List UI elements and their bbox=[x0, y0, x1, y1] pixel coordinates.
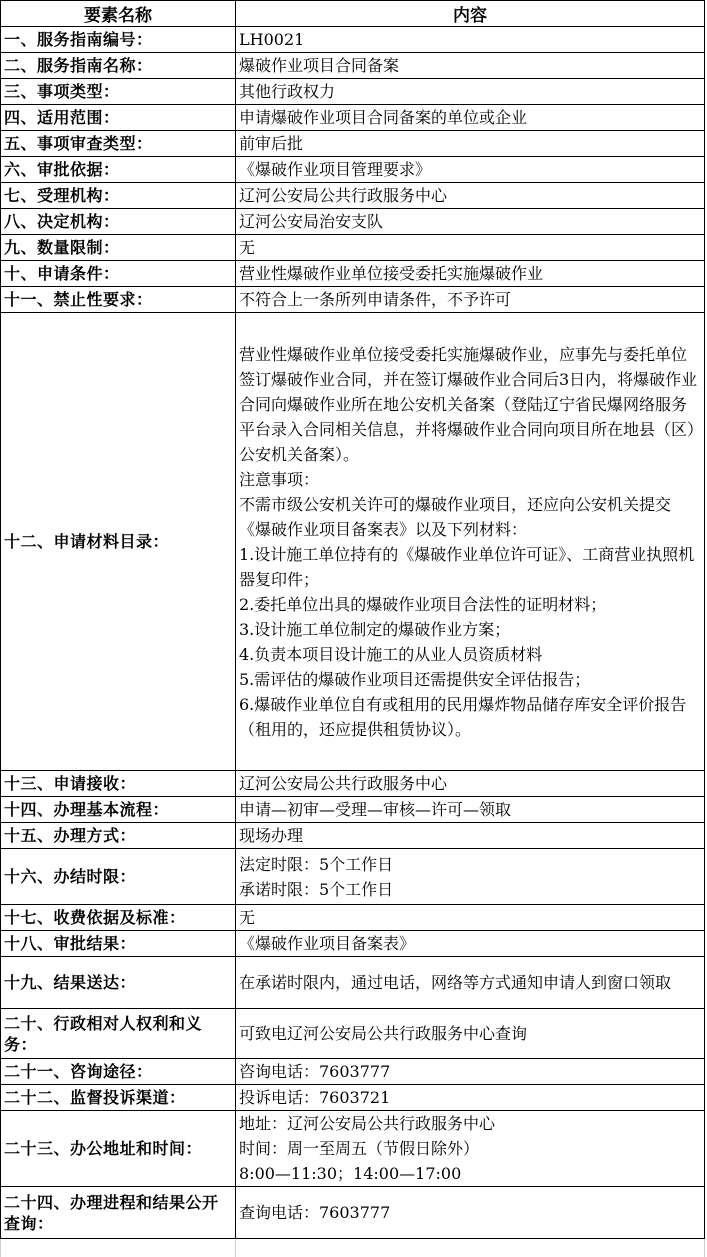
table-row bbox=[1, 235, 705, 261]
table-row bbox=[1, 53, 705, 79]
row-value-materials bbox=[236, 313, 705, 771]
table-row bbox=[1, 261, 705, 287]
row-key: 三、事项类型： bbox=[1, 79, 236, 105]
row-key: 四、适用范围： bbox=[1, 105, 236, 131]
row-key: 九、数量限制： bbox=[1, 235, 236, 261]
time-limit-statutory: 法定时限：5个工作日 bbox=[239, 854, 394, 874]
row-key: 十一、禁止性要求： bbox=[1, 287, 236, 313]
row-value: 其他行政权力 bbox=[236, 79, 705, 105]
row-value: 辽河公安局公共行政服务中心 bbox=[236, 183, 705, 209]
row-value: 营业性爆破作业单位接受委托实施爆破作业 bbox=[236, 261, 705, 287]
table-row bbox=[1, 797, 705, 823]
table-row bbox=[1, 105, 705, 131]
office-address: 地址：辽河公安局公共行政服务中心 bbox=[239, 1114, 496, 1133]
header-row bbox=[1, 1, 705, 27]
materials-item: 3.设计施工单位制定的爆破作业方案； bbox=[239, 619, 511, 639]
table-row bbox=[1, 771, 705, 797]
row-key: 十八、审批结果： bbox=[1, 931, 236, 957]
row-value: 投诉电话：7603721 bbox=[236, 1085, 705, 1111]
table-row bbox=[1, 1009, 705, 1059]
table-row bbox=[1, 1111, 705, 1187]
table-row bbox=[1, 209, 705, 235]
row-value: 爆破作业项目合同备案 bbox=[236, 53, 705, 79]
materials-note-label: 注意事项： bbox=[239, 469, 320, 489]
table-row bbox=[1, 27, 705, 53]
row-value: 查询电话：7603777 bbox=[236, 1187, 705, 1239]
table-row bbox=[1, 957, 705, 1009]
time-limit-promised: 承诺时限：5个工作日 bbox=[239, 879, 394, 899]
row-value: 辽河公安局治安支队 bbox=[236, 209, 705, 235]
row-key: 八、决定机构： bbox=[1, 209, 236, 235]
table-row bbox=[1, 905, 705, 931]
row-value: 申请—初审—受理—审核—许可—领取 bbox=[236, 797, 705, 823]
row-key: 十四、办理基本流程： bbox=[1, 797, 236, 823]
row-key: 六、审批依据： bbox=[1, 157, 236, 183]
row-value bbox=[236, 1111, 705, 1187]
table-row bbox=[1, 79, 705, 105]
materials-item: 6.爆破作业单位自有或租用的民用爆炸物品储存库安全评价报告（租用的，还应提供租赁协议）。 bbox=[239, 694, 687, 739]
empty-cell bbox=[236, 1239, 705, 1257]
table-row bbox=[1, 287, 705, 313]
row-value bbox=[236, 849, 705, 905]
table-row bbox=[1, 183, 705, 209]
row-value: 申请爆破作业项目合同备案的单位或企业 bbox=[236, 105, 705, 131]
materials-item: 2.委托单位出具的爆破作业项目合法性的证明材料； bbox=[239, 594, 607, 614]
office-days: 时间：周一至周五（节假日除外） bbox=[239, 1139, 480, 1158]
materials-item: 5.需评估的爆破作业项目还需提供安全评估报告； bbox=[239, 669, 591, 689]
header-content: 内容 bbox=[236, 1, 705, 27]
row-value: 不符合上一条所列申请条件，不予许可 bbox=[236, 287, 705, 313]
table-row bbox=[1, 157, 705, 183]
row-key: 二十三、办公地址和时间： bbox=[1, 1111, 236, 1187]
office-hours: 8:00—11:30；14:00—17:00 bbox=[239, 1164, 462, 1183]
row-key: 十九、结果送达： bbox=[1, 957, 236, 1009]
row-value: 《爆破作业项目备案表》 bbox=[236, 931, 705, 957]
table-row bbox=[1, 131, 705, 157]
row-value: 前审后批 bbox=[236, 131, 705, 157]
table-row bbox=[1, 931, 705, 957]
materials-item: 1.设计施工单位持有的《爆破作业单位许可证》、工商营业执照机器复印件； bbox=[239, 544, 695, 589]
row-value: 在承诺时限内，通过电话，网络等方式通知申请人到窗口领取 bbox=[236, 957, 705, 1009]
table-row bbox=[1, 1085, 705, 1111]
empty-row bbox=[1, 1239, 705, 1257]
row-key: 二十二、监督投诉渠道： bbox=[1, 1085, 236, 1111]
row-key: 二十一、咨询途径： bbox=[1, 1059, 236, 1085]
row-value: 无 bbox=[236, 235, 705, 261]
materials-intro: 营业性爆破作业单位接受委托实施爆破作业，应事先与委托单位签订爆破作业合同，并在签订爆破作业合同后3日内，将爆破作业合同向爆破作业所在地公安机关备案（登陆辽宁省民爆网络服务平台录入合同相关信息，并将爆破作业合同向项目所在地县（区）公安机关备案）。 bbox=[239, 344, 698, 464]
row-key: 一、服务指南编号： bbox=[1, 27, 236, 53]
table-row bbox=[1, 1187, 705, 1239]
header-element-name: 要素名称 bbox=[1, 1, 236, 27]
row-key: 十、申请条件： bbox=[1, 261, 236, 287]
materials-item: 4.负责本项目设计施工的从业人员资质材料 bbox=[239, 644, 543, 664]
table-row bbox=[1, 1059, 705, 1085]
row-key: 十三、申请接收： bbox=[1, 771, 236, 797]
row-value: 现场办理 bbox=[236, 823, 705, 849]
row-key: 二十四、办理进程和结果公开查询： bbox=[1, 1187, 236, 1239]
row-key: 十五、办理方式： bbox=[1, 823, 236, 849]
row-key: 十七、收费依据及标准： bbox=[1, 905, 236, 931]
row-key: 七、受理机构： bbox=[1, 183, 236, 209]
row-value: 可致电辽河公安局公共行政服务中心查询 bbox=[236, 1009, 705, 1059]
materials-note: 不需市级公安机关许可的爆破作业项目，还应向公安机关提交《爆破作业项目备案表》以及下列材料： bbox=[239, 494, 672, 539]
table-row bbox=[1, 849, 705, 905]
row-key: 二、服务指南名称： bbox=[1, 53, 236, 79]
table-row-materials bbox=[1, 313, 705, 771]
row-key: 十二、申请材料目录： bbox=[1, 313, 236, 771]
row-value: LH0021 bbox=[236, 27, 705, 53]
row-value: 辽河公安局公共行政服务中心 bbox=[236, 771, 705, 797]
row-key: 二十、行政相对人权利和义务： bbox=[1, 1009, 236, 1059]
table-row bbox=[1, 823, 705, 849]
row-value: 《爆破作业项目管理要求》 bbox=[236, 157, 705, 183]
row-value: 咨询电话：7603777 bbox=[236, 1059, 705, 1085]
row-value: 无 bbox=[236, 905, 705, 931]
row-key: 五、事项审查类型： bbox=[1, 131, 236, 157]
row-key: 十六、办结时限： bbox=[1, 849, 236, 905]
empty-cell bbox=[1, 1239, 236, 1257]
